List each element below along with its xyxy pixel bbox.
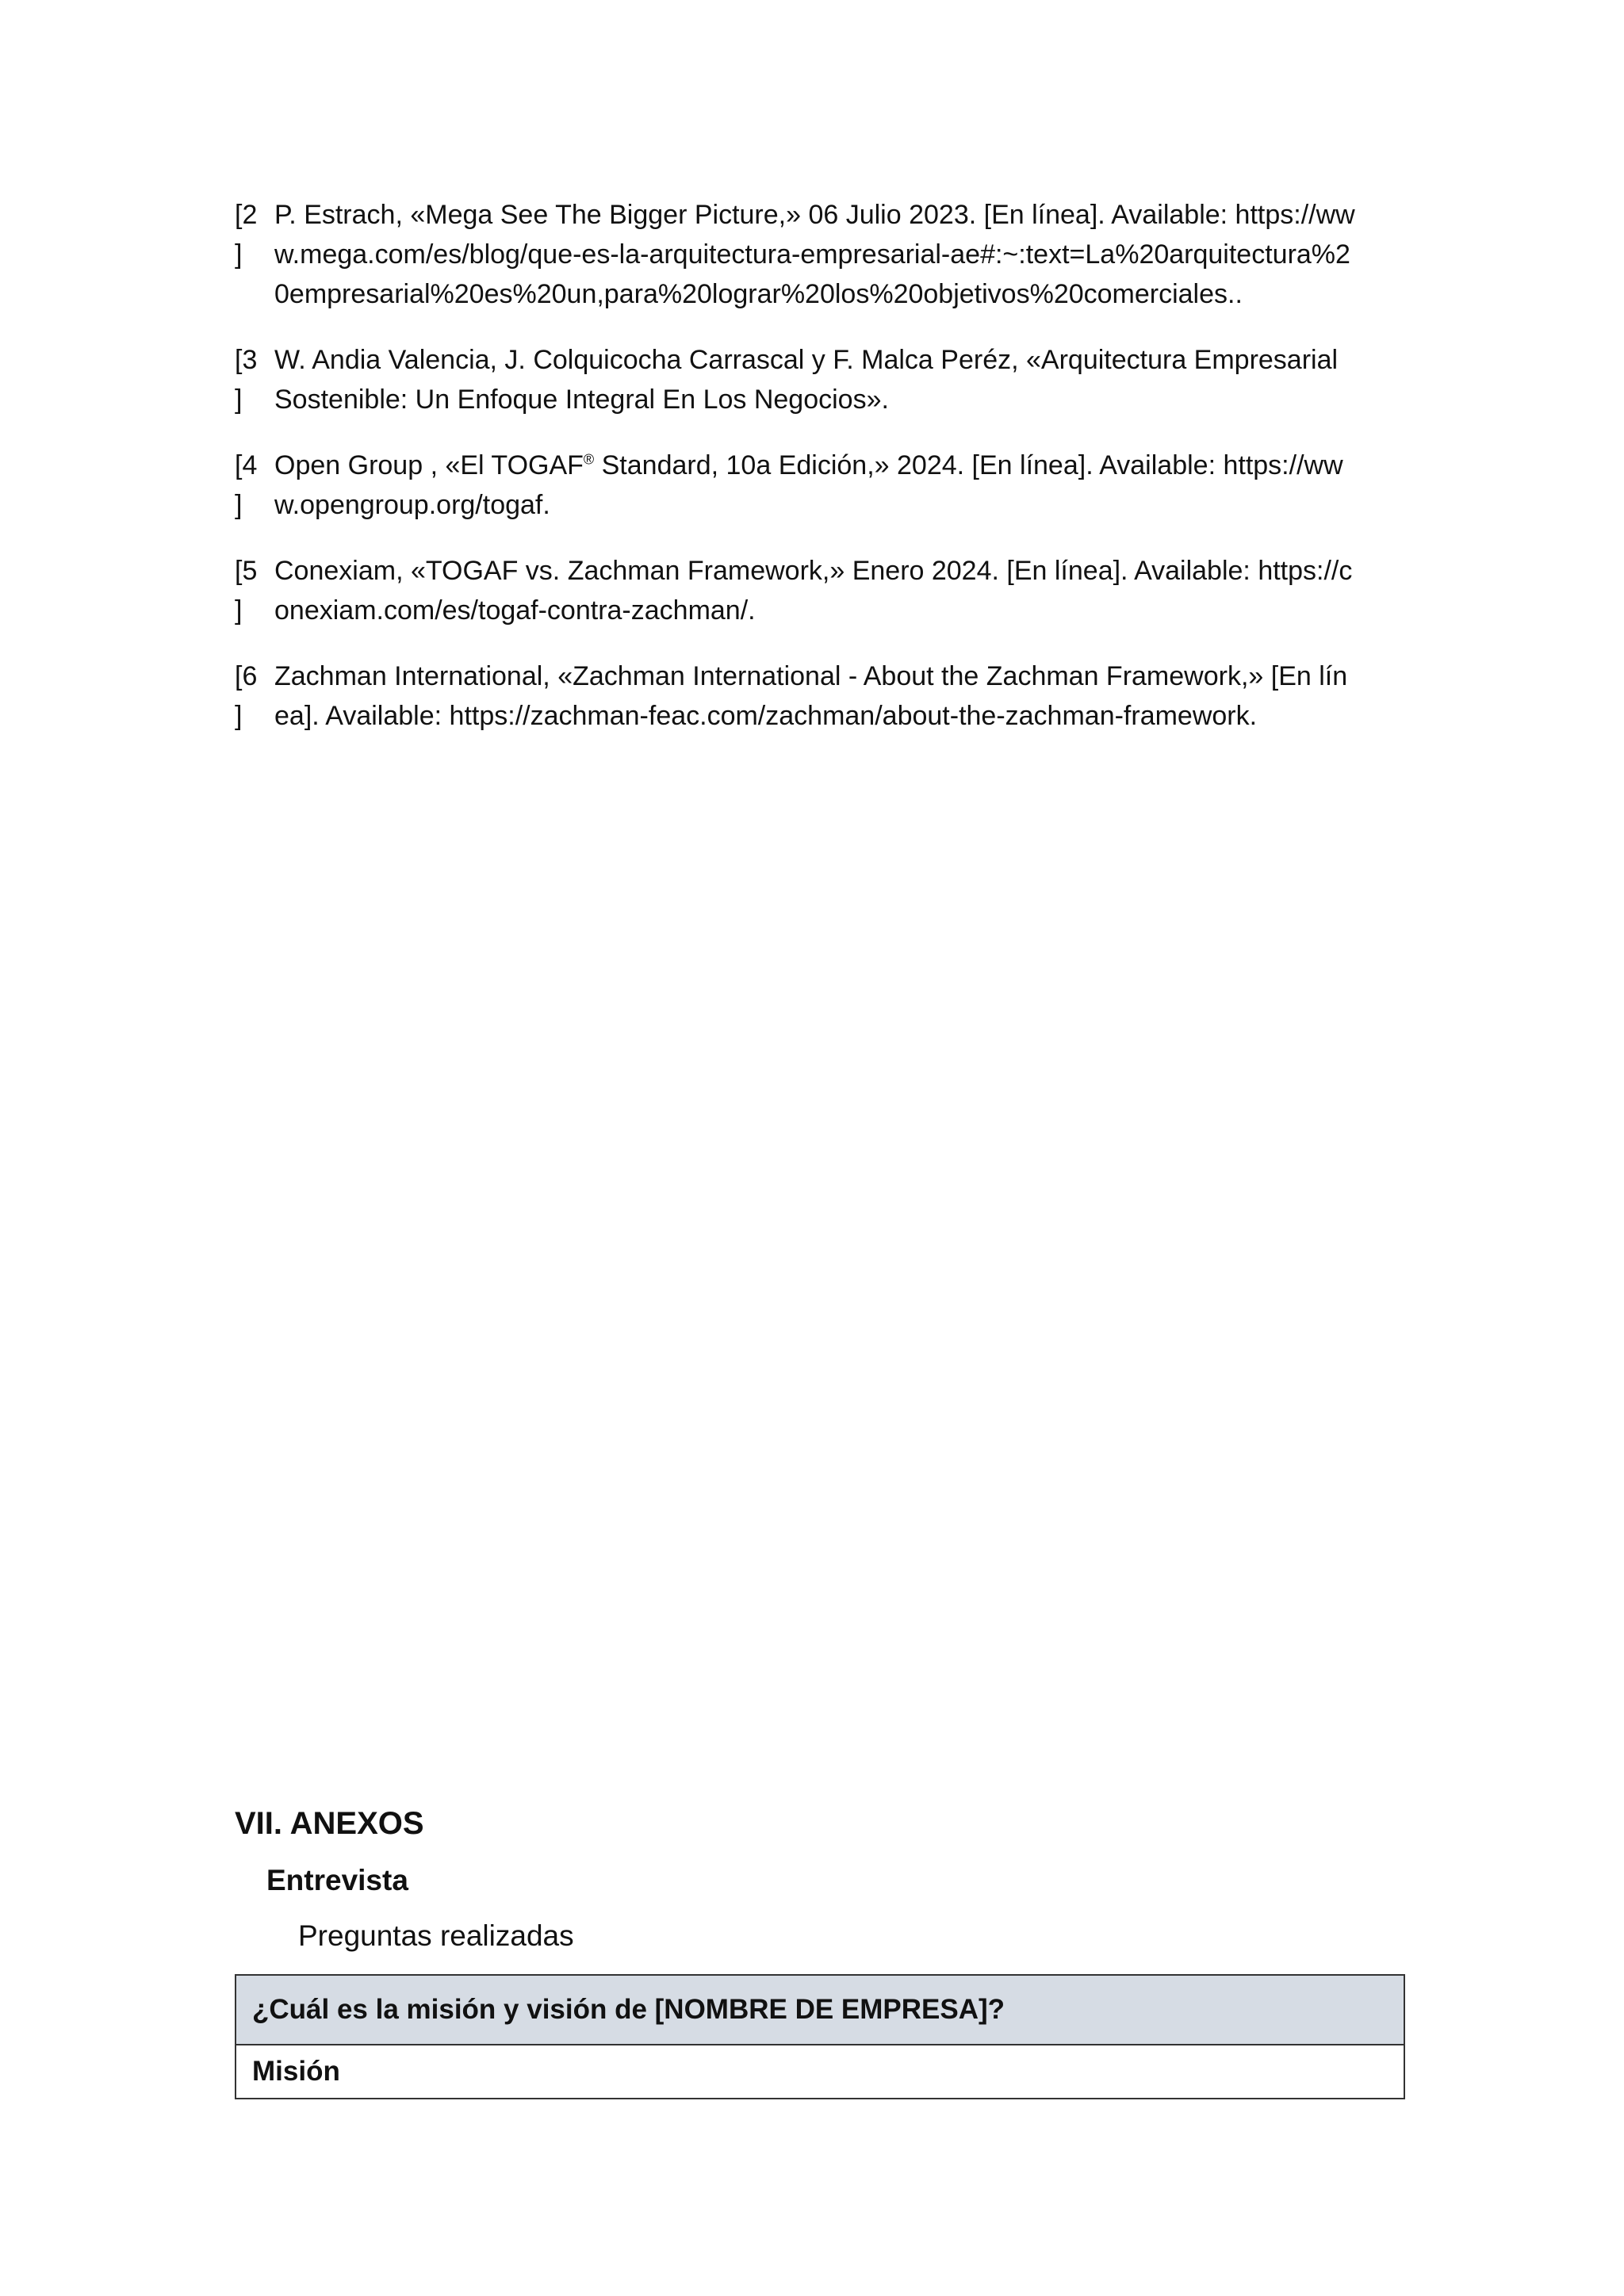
annex-section: [235, 1800, 1408, 2099]
table-row: [236, 1975, 1404, 2045]
reference-text: Zachman International, «Zachman International - About the Zachman Framework,» [En línea]. Available: https://zachman-feac.com/zachman/about-the-zachman-framework.: [274, 661, 1348, 731]
interview-heading: Entrevista: [266, 1864, 408, 1896]
reference-item-5: [235, 551, 1361, 630]
registered-mark: ®: [583, 451, 595, 468]
reference-text: P. Estrach, «Mega See The Bigger Picture,» 06 Julio 2023. [En línea]. Available: https://www.mega.com/es/blog/que-es-la-arquitectura-empresarial-ae#:~:text=La%20arquitectura%20empresarial%20es%20un,para%20lograr%20los%20objetivos%20comerciales..: [274, 200, 1355, 309]
reference-number: [3 ]: [235, 345, 258, 415]
reference-item-2: [235, 195, 1361, 314]
reference-text: [274, 446, 1361, 525]
reference-text-part: Standard, 10a Edición,» 2024. [En línea]. Available: https://www.opengroup.org/togaf.: [274, 450, 1343, 520]
questions-heading: Preguntas realizadas: [298, 1919, 574, 1952]
reference-text-part: Open Group , «El TOGAF: [274, 450, 584, 480]
references-list: [235, 195, 1361, 762]
questions-table: [235, 1974, 1405, 2099]
reference-item-6: [235, 656, 1361, 736]
reference-number: [6 ]: [235, 661, 258, 731]
reference-number: [4 ]: [235, 450, 258, 520]
question-cell: ¿Cuál es la misión y visión de [NOMBRE DE EMPRESA]?: [236, 1975, 1404, 2045]
table-row: [236, 2045, 1404, 2099]
reference-number: [2 ]: [235, 200, 258, 270]
reference-item-3: [235, 340, 1361, 419]
annex-heading: VII. ANEXOS: [235, 1806, 424, 1841]
mission-cell: Misión: [236, 2045, 1404, 2099]
reference-number: [5 ]: [235, 556, 258, 626]
reference-text: Conexiam, «TOGAF vs. Zachman Framework,» Enero 2024. [En línea]. Available: https://conexiam.com/es/togaf-contra-zachman/.: [274, 556, 1353, 626]
reference-item-4: [235, 446, 1361, 525]
reference-text: W. Andia Valencia, J. Colquicocha Carrascal y F. Malca Peréz, «Arquitectura Empresarial Sostenible: Un Enfoque Integral En Los Negocios».: [274, 345, 1339, 415]
